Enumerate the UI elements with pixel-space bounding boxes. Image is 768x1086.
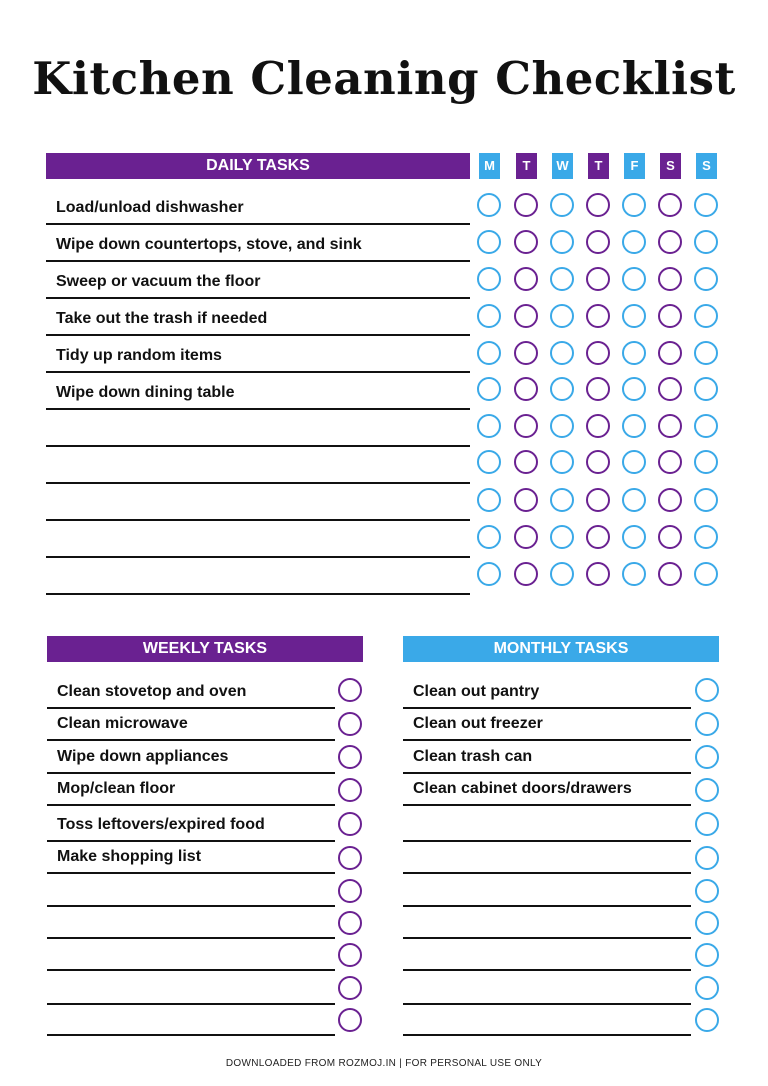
daily-checkbox[interactable] <box>622 230 646 254</box>
daily-checkbox[interactable] <box>514 450 538 474</box>
monthly-task-label: Clean out freezer <box>413 715 543 732</box>
daily-checkbox[interactable] <box>622 267 646 291</box>
day-header: S <box>660 153 681 179</box>
weekly-checkbox[interactable] <box>338 812 362 836</box>
monthly-checkbox[interactable] <box>695 879 719 903</box>
daily-checkbox[interactable] <box>550 562 574 586</box>
weekly-task-row <box>47 806 335 842</box>
daily-checkbox[interactable] <box>477 450 501 474</box>
monthly-task-label: Clean cabinet doors/drawers <box>413 780 632 797</box>
daily-checkbox[interactable] <box>477 525 501 549</box>
weekly-task-row <box>47 971 335 1005</box>
daily-checkbox[interactable] <box>477 230 501 254</box>
daily-checkbox[interactable] <box>550 450 574 474</box>
daily-task-label: Take out the trash if needed <box>56 310 268 327</box>
monthly-task-row <box>403 671 691 709</box>
daily-checkbox[interactable] <box>586 230 610 254</box>
daily-checkbox[interactable] <box>586 450 610 474</box>
daily-checkbox[interactable] <box>550 304 574 328</box>
daily-task-row <box>46 410 470 447</box>
daily-checkbox[interactable] <box>658 562 682 586</box>
monthly-checkbox[interactable] <box>695 846 719 870</box>
weekly-task-label: Toss leftovers/expired food <box>57 816 265 833</box>
daily-checkbox[interactable] <box>694 193 718 217</box>
monthly-checkbox[interactable] <box>695 778 719 802</box>
day-header: F <box>624 153 645 179</box>
weekly-task-label: Clean microwave <box>57 715 188 732</box>
daily-checkbox[interactable] <box>586 377 610 401</box>
weekly-task-row <box>47 874 335 907</box>
daily-checkbox[interactable] <box>550 230 574 254</box>
daily-checkbox[interactable] <box>622 304 646 328</box>
page-title: Kitchen Cleaning Checklist <box>32 52 736 105</box>
daily-checkbox[interactable] <box>622 450 646 474</box>
daily-checkbox[interactable] <box>514 414 538 438</box>
daily-checkbox[interactable] <box>586 304 610 328</box>
monthly-task-row <box>403 971 691 1005</box>
daily-checkbox[interactable] <box>658 377 682 401</box>
monthly-task-label: Clean trash can <box>413 748 533 765</box>
weekly-task-row <box>47 774 335 806</box>
monthly-checkbox[interactable] <box>695 1008 719 1032</box>
daily-checkbox[interactable] <box>586 414 610 438</box>
weekly-checkbox[interactable] <box>338 712 362 736</box>
day-header: M <box>479 153 500 179</box>
daily-checkbox[interactable] <box>658 525 682 549</box>
daily-checkbox[interactable] <box>550 193 574 217</box>
daily-checkbox[interactable] <box>550 488 574 512</box>
daily-task-row <box>46 558 470 595</box>
daily-checkbox[interactable] <box>477 193 501 217</box>
monthly-task-row <box>403 806 691 842</box>
weekly-task-label: Mop/clean floor <box>57 780 176 797</box>
weekly-task-row <box>47 907 335 939</box>
daily-task-row <box>46 262 470 299</box>
daily-task-row <box>46 187 470 225</box>
daily-checkbox[interactable] <box>658 304 682 328</box>
daily-task-label: Tidy up random items <box>56 347 222 364</box>
daily-task-row <box>46 299 470 336</box>
daily-task-row <box>46 336 470 373</box>
daily-task-row <box>46 373 470 410</box>
daily-checkbox[interactable] <box>622 562 646 586</box>
monthly-task-row <box>403 842 691 874</box>
weekly-checkbox[interactable] <box>338 778 362 802</box>
daily-checkbox[interactable] <box>658 414 682 438</box>
daily-checkbox[interactable] <box>550 525 574 549</box>
monthly-task-row <box>403 774 691 806</box>
weekly-task-row <box>47 1005 335 1036</box>
daily-checkbox[interactable] <box>694 267 718 291</box>
daily-checkbox[interactable] <box>658 193 682 217</box>
daily-checkbox[interactable] <box>622 488 646 512</box>
weekly-checkbox[interactable] <box>338 879 362 903</box>
weekly-checkbox[interactable] <box>338 943 362 967</box>
monthly-task-row <box>403 709 691 741</box>
daily-checkbox[interactable] <box>622 525 646 549</box>
daily-checkbox[interactable] <box>550 377 574 401</box>
daily-checkbox[interactable] <box>622 193 646 217</box>
daily-tasks-header: DAILY TASKS <box>46 153 470 179</box>
daily-checkbox[interactable] <box>477 562 501 586</box>
daily-checkbox[interactable] <box>477 267 501 291</box>
day-header: T <box>516 153 537 179</box>
daily-checkbox[interactable] <box>694 525 718 549</box>
daily-checkbox[interactable] <box>622 341 646 365</box>
monthly-task-label: Clean out pantry <box>413 683 540 700</box>
footer-note: DOWNLOADED FROM ROZMOJ.IN | FOR PERSONAL USE ONLY <box>225 1058 543 1069</box>
weekly-task-label: Make shopping list <box>57 848 202 865</box>
daily-checkbox[interactable] <box>694 488 718 512</box>
monthly-tasks-header: MONTHLY TASKS <box>403 636 719 662</box>
daily-checkbox[interactable] <box>694 562 718 586</box>
daily-checkbox[interactable] <box>586 341 610 365</box>
monthly-checkbox[interactable] <box>695 745 719 769</box>
monthly-checkbox[interactable] <box>695 812 719 836</box>
weekly-checkbox[interactable] <box>338 1008 362 1032</box>
monthly-task-row <box>403 907 691 939</box>
daily-checkbox[interactable] <box>550 267 574 291</box>
monthly-task-row <box>403 1005 691 1036</box>
daily-checkbox[interactable] <box>586 525 610 549</box>
daily-checkbox[interactable] <box>586 488 610 512</box>
day-header: T <box>588 153 609 179</box>
weekly-task-label: Wipe down appliances <box>57 748 229 765</box>
weekly-task-row <box>47 671 335 709</box>
daily-task-row <box>46 484 470 521</box>
weekly-checkbox[interactable] <box>338 976 362 1000</box>
daily-checkbox[interactable] <box>514 304 538 328</box>
daily-checkbox[interactable] <box>514 525 538 549</box>
daily-checkbox[interactable] <box>514 562 538 586</box>
weekly-checkbox[interactable] <box>338 745 362 769</box>
weekly-checkbox[interactable] <box>338 911 362 935</box>
weekly-checkbox[interactable] <box>338 846 362 870</box>
day-header: W <box>552 153 573 179</box>
weekly-task-row <box>47 709 335 741</box>
weekly-task-row <box>47 741 335 774</box>
weekly-task-row <box>47 939 335 971</box>
monthly-task-row <box>403 741 691 774</box>
daily-checkbox[interactable] <box>514 230 538 254</box>
monthly-task-row <box>403 874 691 907</box>
daily-checkbox[interactable] <box>694 341 718 365</box>
daily-checkbox[interactable] <box>514 193 538 217</box>
daily-checkbox[interactable] <box>477 304 501 328</box>
daily-checkbox[interactable] <box>586 267 610 291</box>
daily-checkbox[interactable] <box>658 267 682 291</box>
daily-checkbox[interactable] <box>586 562 610 586</box>
daily-task-row <box>46 447 470 484</box>
daily-checkbox[interactable] <box>694 230 718 254</box>
monthly-checkbox[interactable] <box>695 712 719 736</box>
daily-checkbox[interactable] <box>477 414 501 438</box>
day-header: S <box>696 153 717 179</box>
daily-checkbox[interactable] <box>514 488 538 512</box>
daily-checkbox[interactable] <box>477 488 501 512</box>
daily-checkbox[interactable] <box>550 414 574 438</box>
daily-checkbox[interactable] <box>477 341 501 365</box>
daily-checkbox[interactable] <box>694 414 718 438</box>
daily-task-label: Load/unload dishwasher <box>56 199 244 216</box>
monthly-checkbox[interactable] <box>695 943 719 967</box>
daily-task-label: Wipe down dining table <box>56 384 235 401</box>
daily-checkbox[interactable] <box>658 488 682 512</box>
daily-checkbox[interactable] <box>514 341 538 365</box>
daily-checkbox[interactable] <box>514 267 538 291</box>
daily-task-row <box>46 521 470 558</box>
daily-checkbox[interactable] <box>514 377 538 401</box>
daily-checkbox[interactable] <box>694 304 718 328</box>
daily-checkbox[interactable] <box>477 377 501 401</box>
weekly-task-label: Clean stovetop and oven <box>57 683 247 700</box>
monthly-checkbox[interactable] <box>695 976 719 1000</box>
daily-checkbox[interactable] <box>658 341 682 365</box>
daily-checkbox[interactable] <box>658 450 682 474</box>
daily-checkbox[interactable] <box>622 377 646 401</box>
monthly-task-row <box>403 939 691 971</box>
daily-checkbox[interactable] <box>658 230 682 254</box>
weekly-tasks-header: WEEKLY TASKS <box>47 636 363 662</box>
weekly-task-row <box>47 842 335 874</box>
monthly-checkbox[interactable] <box>695 678 719 702</box>
daily-checkbox[interactable] <box>586 193 610 217</box>
monthly-checkbox[interactable] <box>695 911 719 935</box>
daily-task-label: Wipe down countertops, stove, and sink <box>56 236 362 253</box>
daily-checkbox[interactable] <box>622 414 646 438</box>
weekly-checkbox[interactable] <box>338 678 362 702</box>
daily-checkbox[interactable] <box>694 450 718 474</box>
daily-checkbox[interactable] <box>694 377 718 401</box>
daily-task-row <box>46 225 470 262</box>
daily-checkbox[interactable] <box>550 341 574 365</box>
daily-task-label: Sweep or vacuum the floor <box>56 273 261 290</box>
